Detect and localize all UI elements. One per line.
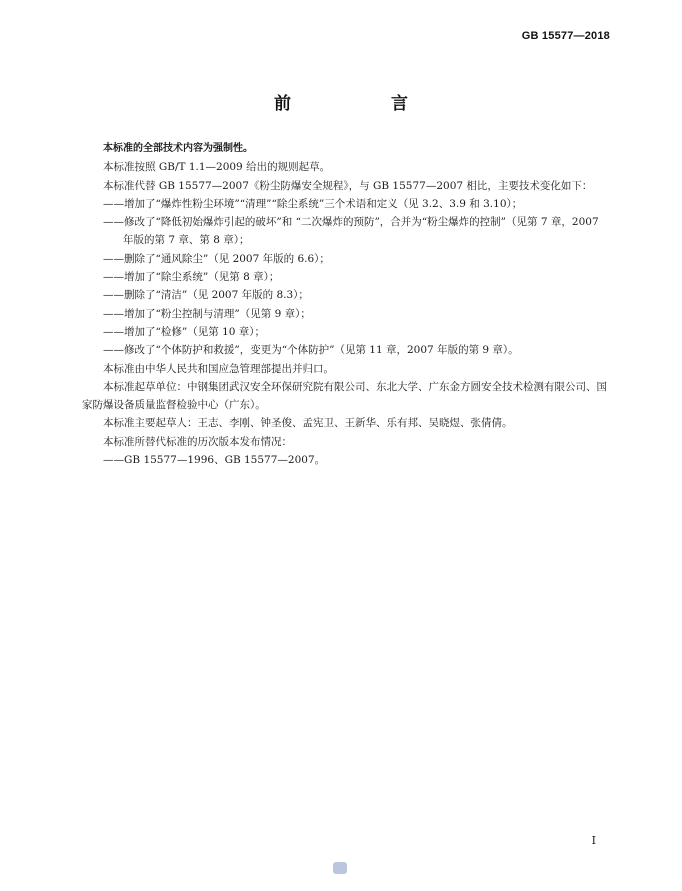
replacement-paragraph: 本标准代替 GB 15577—2007《粉尘防爆安全规程》，与 GB 15577—2007 相比，主要技术变化如下： (103, 179, 593, 192)
drafting-units-paragraph: 本标准起草单位：中钢集团武汉安全环保研究院有限公司、东北大学、广东金方圆安全技术检测有限公司、国家防爆设备质量监督检验中心（广东）。 (82, 380, 607, 412)
list-item: ——增加了“粉尘控制与清理”（见第 9 章）； (103, 307, 311, 320)
list-item: ——增加了“除尘系统”（见第 8 章）； (103, 271, 280, 284)
history-list-item: ——GB 15577—1996、GB 15577—2007。 (103, 454, 326, 467)
history-heading-paragraph: 本标准所替代标准的历次版本发布情况： (103, 435, 292, 448)
mandatory-statement: 本标准的全部技术内容为强制性。 (103, 143, 253, 154)
watermark-logo-icon (333, 862, 347, 874)
list-item: ——删除了“通风除尘”（见 2007 年版的 6.6）； (103, 252, 330, 265)
list-item: ——增加了“爆炸性粉尘环境”“清理”“除尘系统”三个术语和定义（见 3.2、3.9 和 3.10）； (103, 197, 523, 210)
foreword-body (82, 140, 612, 469)
list-item: ——删除了“清洁”（见 2007 年版的 8.3）； (103, 289, 309, 302)
drafters-paragraph: 本标准主要起草人：王志、李刚、钟圣俊、孟宪卫、王新华、乐有邦、吴晓煜、张倩倩。 (103, 417, 513, 430)
drafting-rules-paragraph: 本标准按照 GB/T 1.1—2009 给出的规则起草。 (103, 161, 331, 174)
standard-code: GB 15577—2018 (521, 30, 610, 42)
list-item: ——修改了“降低初始爆炸引起的破坏”和 “二次爆炸的预防”，合并为“粉尘爆炸的控制”（见第 7 章，2007 年版的第 7 章、第 8 章）； (103, 216, 599, 247)
list-item: ——增加了“检修”（见第 10 章）； (103, 325, 266, 338)
page-number: I (591, 834, 596, 847)
list-item: ——修改了“个体防护和救援”，变更为“个体防护”（见第 11 章，2007 年版的第 9 章）。 (103, 344, 519, 357)
proposer-paragraph: 本标准由中华人民共和国应急管理部提出并归口。 (103, 362, 334, 375)
page-title: 前 言 (274, 94, 430, 114)
